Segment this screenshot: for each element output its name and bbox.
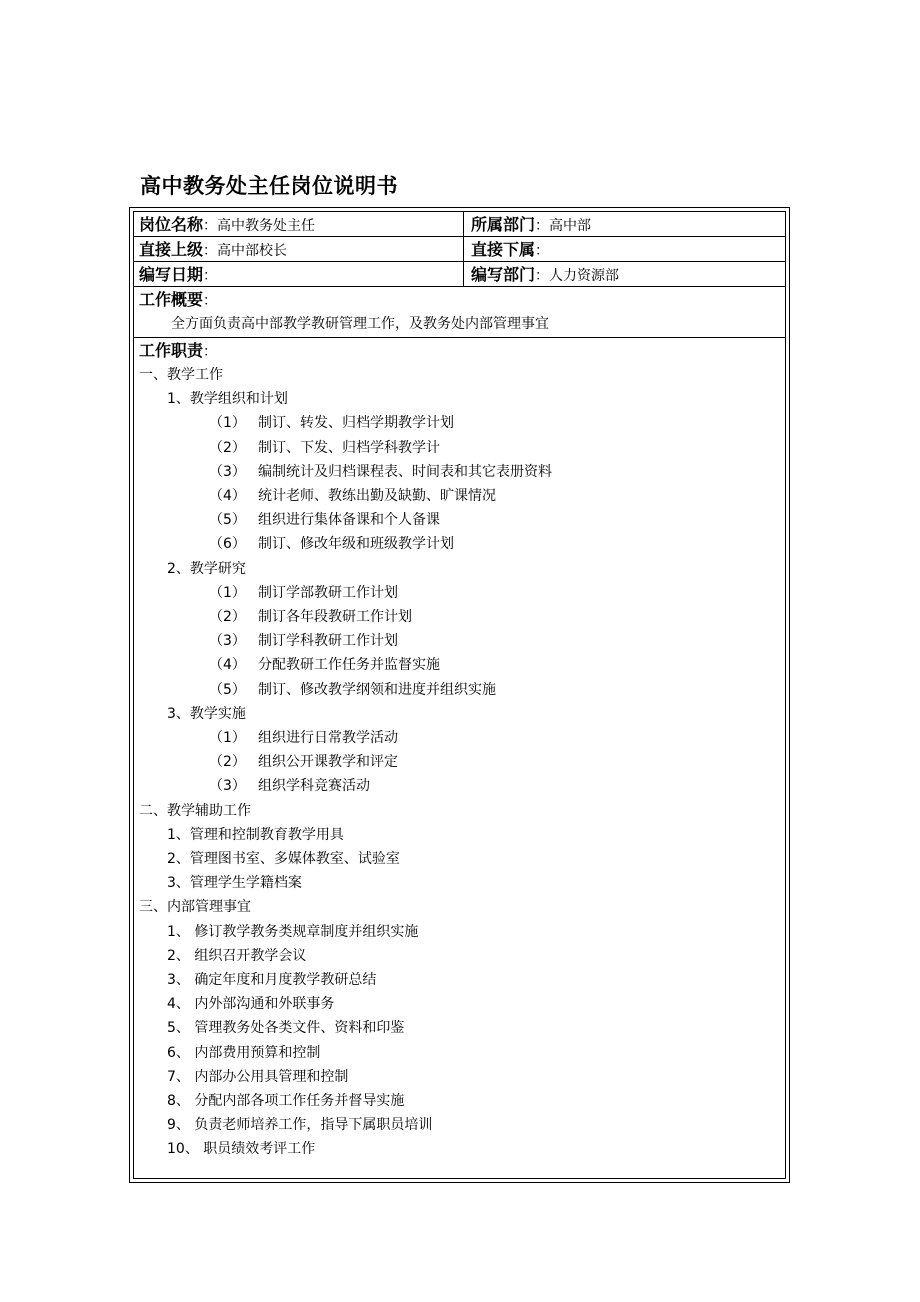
duty-text: 3、管理学生学籍档案 <box>167 875 302 892</box>
department-cell: 所属部门：高中部 <box>471 215 592 234</box>
duty-text: 2、管理图书室、多媒体教室、试验室 <box>167 851 400 867</box>
duty-line <box>209 653 440 677</box>
duty-text: 8、 分配内部各项工作任务并督导实施 <box>167 1093 405 1109</box>
duty-text: 7、 内部办公用具管理和控制 <box>167 1068 349 1085</box>
duty-text: 制订学部教研工作计划 <box>258 584 398 601</box>
job-description-table <box>129 207 790 1183</box>
duty-line <box>209 411 454 435</box>
date-cell: 编写日期： <box>139 265 218 284</box>
duty-text: 1、 修订教学教务类规章制度并组织实施 <box>167 923 419 940</box>
duty-number: （4） <box>209 657 246 674</box>
duty-text: 分配教研工作任务并监督实施 <box>258 657 440 674</box>
duty-number: （3） <box>209 633 246 650</box>
duty-text: 统计老师、教练出勤及缺勤、旷课情况 <box>258 488 496 504</box>
duty-text: 3、 确定年度和月度教学教研总结 <box>167 972 377 988</box>
duty-line <box>209 436 440 460</box>
subordinate-label: 直接下属 <box>471 240 536 259</box>
column-divider <box>463 262 464 286</box>
duty-line <box>167 557 246 581</box>
duty-number: （4） <box>209 488 246 504</box>
duties-label: 工作职责 <box>139 341 204 360</box>
duty-line <box>209 484 496 508</box>
summary-heading: 工作概要： <box>139 290 218 309</box>
author-dept-label: 编写部门 <box>471 265 536 284</box>
duty-line <box>209 678 496 702</box>
summary-section <box>134 287 785 338</box>
duty-line <box>209 629 398 653</box>
duty-line <box>167 992 334 1016</box>
duty-line <box>167 702 246 726</box>
summary-label: 工作概要 <box>139 290 204 309</box>
position-name-value: 高中教务处主任 <box>217 218 316 234</box>
duty-line <box>209 750 398 774</box>
duty-text: 组织公开课教学和评定 <box>258 754 398 771</box>
date-label: 编写日期 <box>139 265 204 284</box>
table-row-position <box>134 212 785 237</box>
duty-number: （1） <box>209 584 246 601</box>
duties-section <box>134 338 785 1178</box>
duty-line <box>209 581 398 605</box>
duty-number: （2） <box>209 609 246 625</box>
column-divider <box>463 237 464 261</box>
duty-line <box>167 1137 315 1161</box>
duty-text: 组织学科竞赛活动 <box>258 778 370 795</box>
document-title: 高中教务处主任岗位说明书 <box>140 174 398 198</box>
duty-line <box>167 387 288 411</box>
duty-line <box>167 1041 320 1065</box>
duty-number: （2） <box>209 754 246 771</box>
duty-line <box>139 895 251 919</box>
duty-text: 5、 管理教务处各类文件、资料和印鉴 <box>167 1020 405 1037</box>
duty-line <box>167 920 418 944</box>
duty-text: 9、 负责老师培养工作，指导下属职员培训 <box>167 1117 433 1134</box>
duty-text: 编制统计及归档课程表、时间表和其它表册资料 <box>258 463 552 480</box>
duty-text: 3、教学实施 <box>167 705 246 722</box>
duty-line <box>167 1089 404 1113</box>
duty-number: （6） <box>209 536 246 553</box>
duty-text: 6、 内部费用预算和控制 <box>167 1044 321 1061</box>
table-row-date <box>134 262 785 287</box>
duty-number: （1） <box>209 415 246 432</box>
duty-number: （2） <box>209 439 246 456</box>
author-dept-cell: 编写部门：人力资源部 <box>471 265 620 284</box>
duty-line <box>209 726 398 750</box>
duty-line <box>167 968 376 992</box>
column-divider <box>463 212 464 236</box>
duty-text: 2、 组织召开教学会议 <box>167 947 307 964</box>
duty-text: 制订、下发、归档学科教学计 <box>258 439 440 456</box>
duty-line <box>209 605 412 629</box>
subordinate-cell: 直接下属： <box>471 240 550 259</box>
supervisor-label: 直接上级 <box>139 240 204 259</box>
duty-line <box>167 1113 432 1137</box>
duty-text: 二、教学辅助工作 <box>139 802 251 819</box>
duty-line <box>209 460 552 484</box>
duty-line <box>167 823 344 847</box>
duty-number: （3） <box>209 463 246 480</box>
author-dept-value: 人力资源部 <box>549 268 620 284</box>
duty-text: 组织进行日常教学活动 <box>258 730 398 746</box>
duty-text: 制订、转发、归档学期教学计划 <box>258 415 454 432</box>
duty-number: （5） <box>209 512 246 529</box>
table-inner-border <box>133 211 786 1179</box>
duty-text: 一、教学工作 <box>139 367 223 383</box>
duty-text: 制订学科教研工作计划 <box>258 633 398 650</box>
position-name-cell: 岗位名称：高中教务处主任 <box>139 215 316 234</box>
supervisor-value: 高中部校长 <box>217 243 288 259</box>
position-name-label: 岗位名称 <box>139 215 204 234</box>
duty-text: 制订、修改年级和班级教学计划 <box>258 536 454 553</box>
duty-line <box>209 508 440 532</box>
duty-text: 1、教学组织和计划 <box>167 391 288 408</box>
department-value: 高中部 <box>549 218 592 234</box>
duty-number: （1） <box>209 730 246 746</box>
duty-line <box>167 871 302 895</box>
duty-line <box>167 1016 404 1040</box>
duty-text: 组织进行集体备课和个人备课 <box>258 512 440 529</box>
duty-text: 制订、修改教学纲领和进度并组织实施 <box>258 681 496 698</box>
duty-line <box>209 774 370 798</box>
duty-text: 三、内部管理事宜 <box>139 899 251 916</box>
duty-line <box>139 363 223 387</box>
duty-text: 2、教学研究 <box>167 560 246 577</box>
department-label: 所属部门 <box>471 215 536 234</box>
duty-text: 制订各年段教研工作计划 <box>258 609 412 625</box>
table-row-supervisor <box>134 237 785 262</box>
duty-text: 1、管理和控制教育教学用具 <box>167 826 344 843</box>
duty-line <box>167 847 400 871</box>
duty-number: （3） <box>209 778 246 795</box>
duty-line <box>167 944 306 968</box>
duty-number: （5） <box>209 681 246 698</box>
duty-line <box>139 799 251 823</box>
summary-text: 全方面负责高中部教学教研管理工作，及教务处内部管理事宜 <box>171 316 549 332</box>
duty-line <box>167 1065 348 1089</box>
duties-heading: 工作职责： <box>139 341 218 360</box>
duty-text: 10、 职员绩效考评工作 <box>167 1141 316 1158</box>
duty-text: 4、 内外部沟通和外联事务 <box>167 996 335 1013</box>
duty-line <box>209 532 454 556</box>
supervisor-cell: 直接上级：高中部校长 <box>139 240 288 259</box>
